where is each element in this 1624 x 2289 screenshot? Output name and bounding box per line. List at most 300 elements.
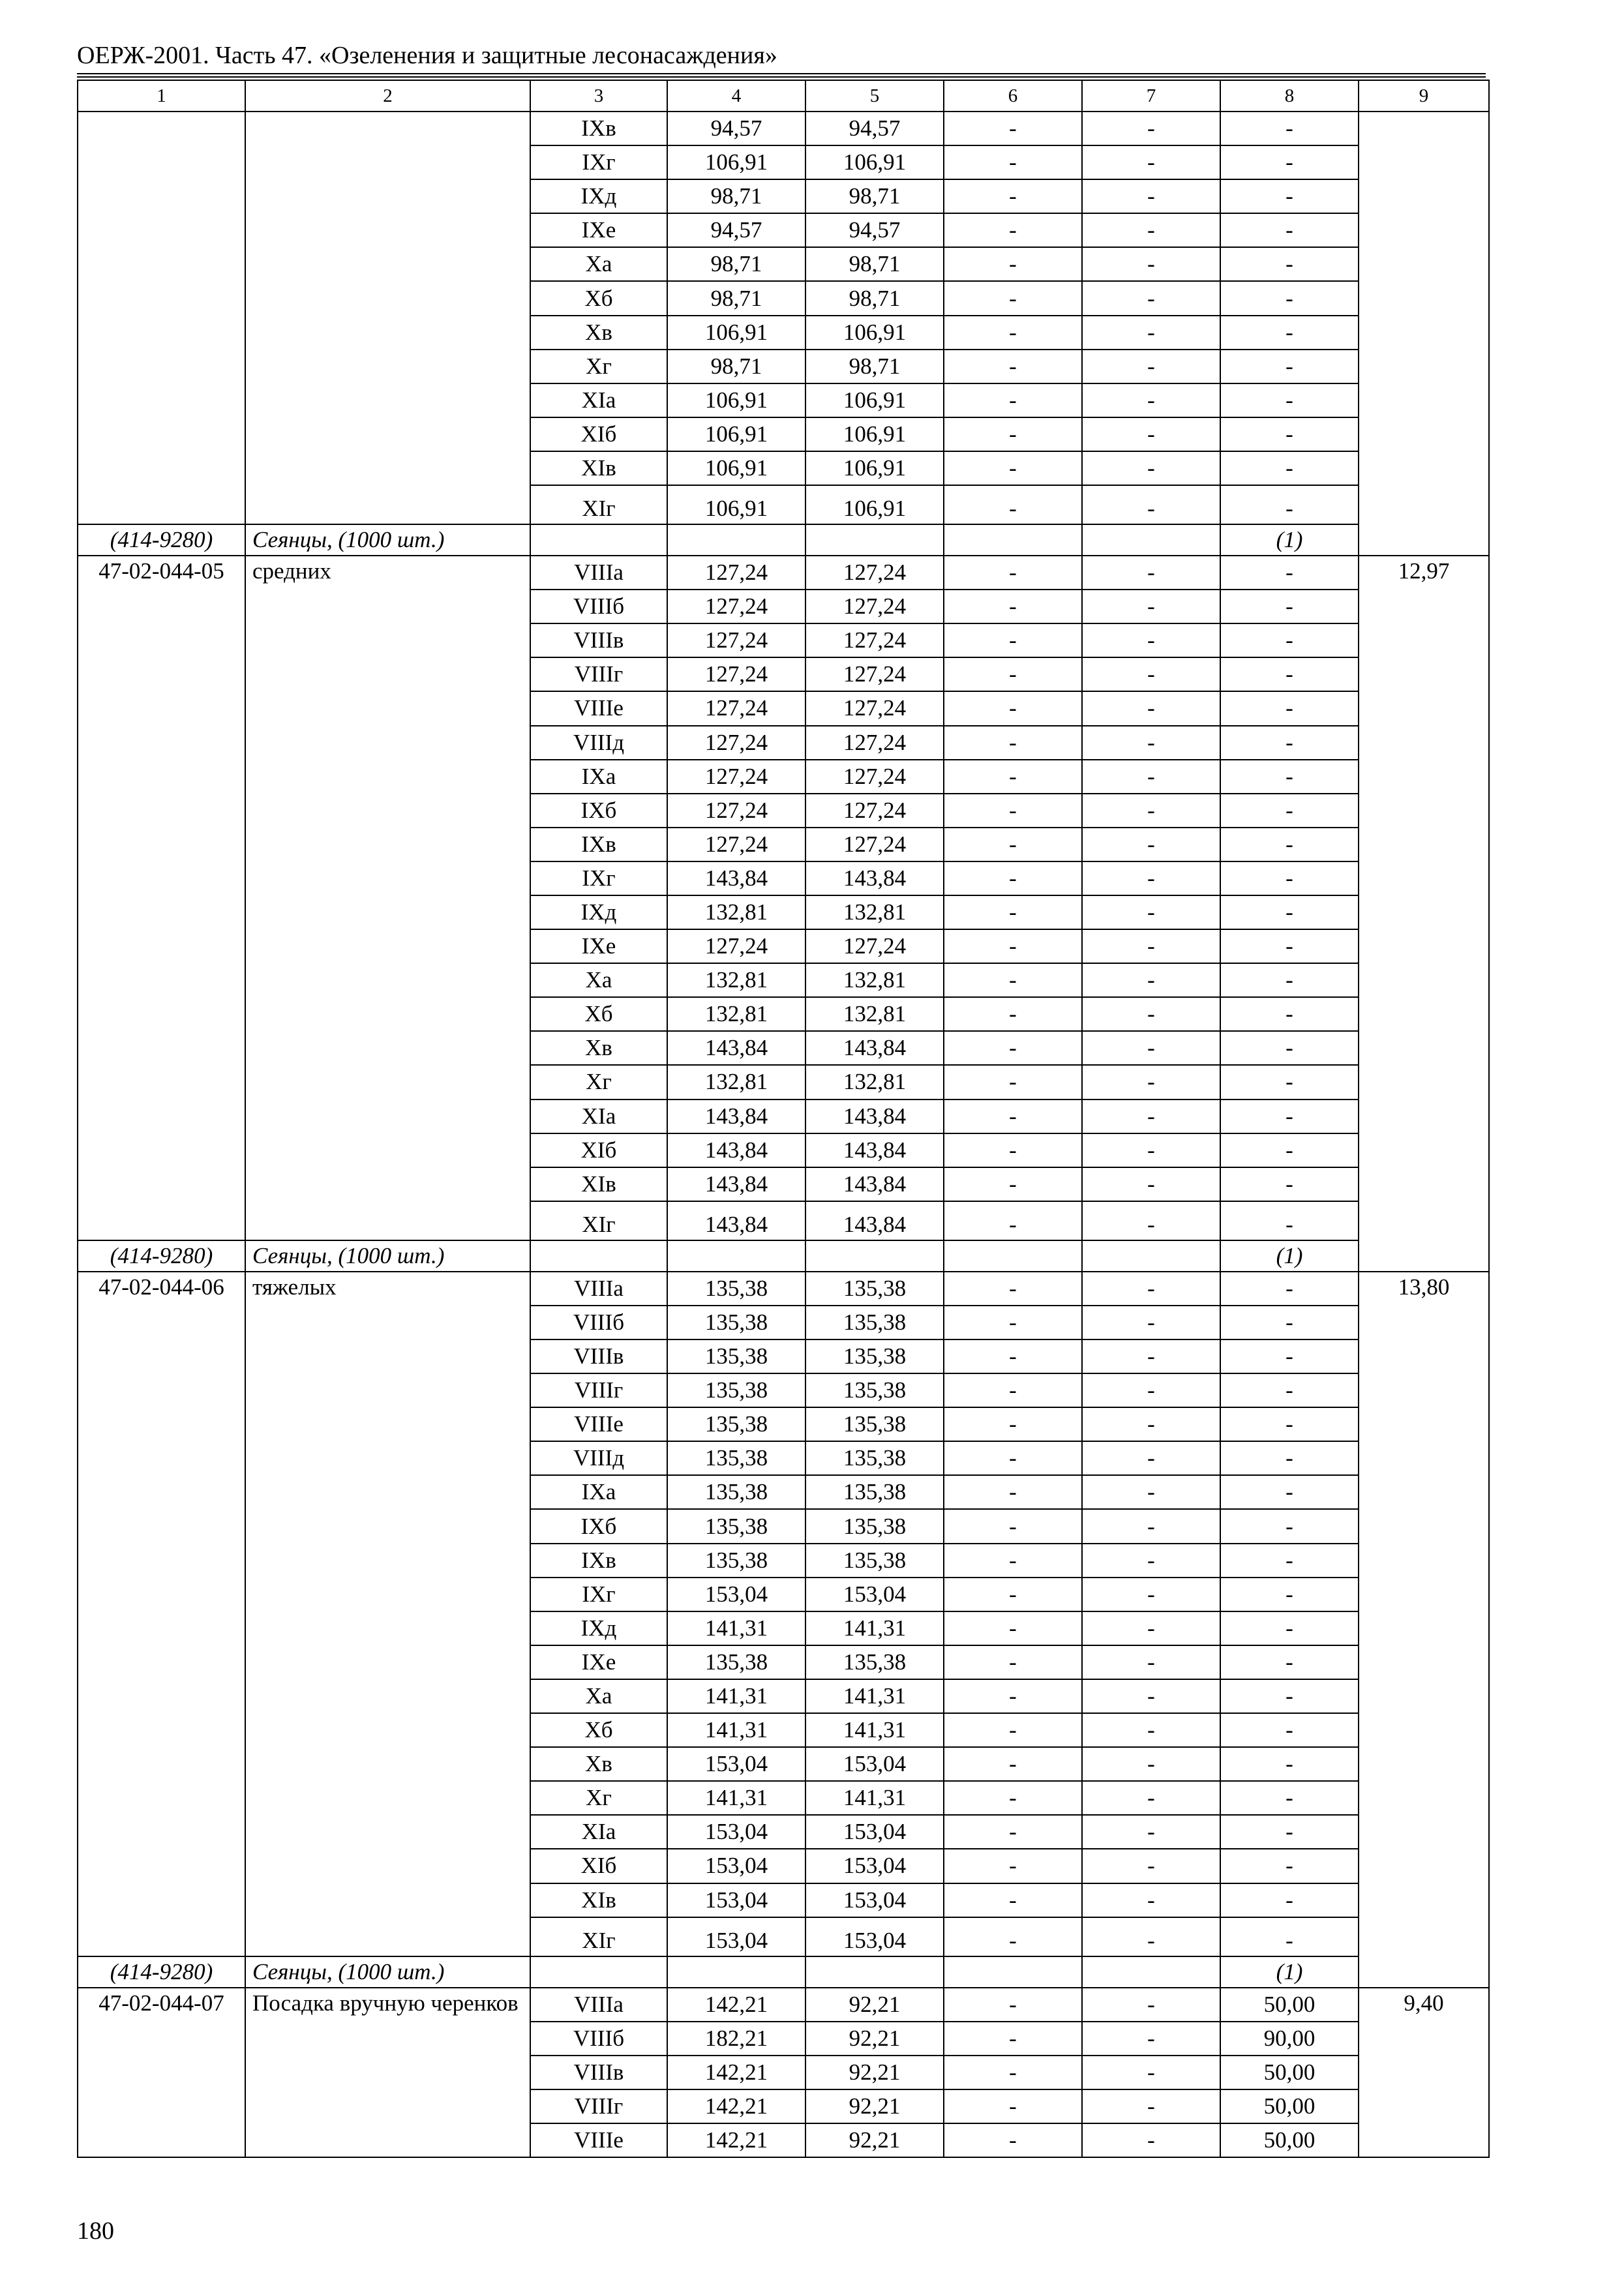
value-cell: - <box>1220 1713 1359 1747</box>
value-cell: - <box>1082 895 1220 929</box>
value-cell: 127,24 <box>667 623 805 657</box>
value-cell: - <box>944 383 1082 417</box>
value-cell: 141,31 <box>805 1781 944 1815</box>
value-cell: 143,84 <box>805 1031 944 1065</box>
soil-group-cell: XIг <box>530 1917 667 1956</box>
value-cell: - <box>1082 1988 1220 2022</box>
col9-value: 13,80 <box>1359 1272 1489 1988</box>
value-cell: 106,91 <box>805 417 944 451</box>
value-cell: - <box>1220 861 1359 895</box>
value-cell: - <box>944 1475 1082 1509</box>
value-cell: - <box>1082 1441 1220 1475</box>
value-cell: - <box>1220 1747 1359 1781</box>
soil-group-cell: IXа <box>530 760 667 794</box>
value-cell: - <box>1082 485 1220 524</box>
value-cell: - <box>944 1407 1082 1441</box>
soil-group-cell: Xг <box>530 350 667 383</box>
value-cell: 135,38 <box>805 1509 944 1543</box>
value-cell: 92,21 <box>805 2123 944 2157</box>
value-cell: 143,84 <box>805 861 944 895</box>
value-cell: - <box>944 1578 1082 1611</box>
soil-group-cell: VIIIб <box>530 590 667 623</box>
value-cell: - <box>944 145 1082 179</box>
value-cell: 106,91 <box>805 383 944 417</box>
value-cell: 153,04 <box>667 1747 805 1781</box>
value-cell: 94,57 <box>667 112 805 145</box>
value-cell: 106,91 <box>805 485 944 524</box>
header-rule <box>77 73 1486 78</box>
value-cell: - <box>1082 2089 1220 2123</box>
value-cell: 98,71 <box>667 350 805 383</box>
soil-group-cell: XIг <box>530 485 667 524</box>
value-cell: - <box>944 861 1082 895</box>
value-cell: - <box>1082 383 1220 417</box>
value-cell: - <box>944 1441 1082 1475</box>
value-cell: - <box>1220 963 1359 997</box>
value-cell: - <box>1220 179 1359 213</box>
value-cell: 135,38 <box>805 1373 944 1407</box>
value-cell: 142,21 <box>667 1988 805 2022</box>
value-cell: - <box>944 1201 1082 1240</box>
value-cell: 132,81 <box>667 895 805 929</box>
value-cell: - <box>1220 1815 1359 1849</box>
soil-group-cell: VIIIб <box>530 2022 667 2056</box>
value-cell: 127,24 <box>805 828 944 861</box>
value-cell: - <box>944 179 1082 213</box>
soil-group-cell: Xв <box>530 316 667 350</box>
value-cell: - <box>1220 1100 1359 1133</box>
value-cell: - <box>944 281 1082 315</box>
value-cell: - <box>944 1306 1082 1339</box>
value-cell: 92,21 <box>805 2022 944 2056</box>
value-cell: - <box>1082 1373 1220 1407</box>
value-cell: - <box>944 794 1082 828</box>
value-cell: - <box>1082 1475 1220 1509</box>
column-number-row <box>78 80 1489 112</box>
resource-unit: (1) <box>1220 524 1359 556</box>
value-cell: - <box>1082 1272 1220 1306</box>
value-cell: - <box>1220 1167 1359 1201</box>
soil-group-cell: Xв <box>530 1031 667 1065</box>
value-cell: 127,24 <box>667 556 805 590</box>
empty-cell <box>530 1240 667 1272</box>
soil-group-cell: XIа <box>530 383 667 417</box>
value-cell: - <box>1082 2056 1220 2089</box>
value-cell: - <box>1220 1544 1359 1578</box>
value-cell: - <box>1082 726 1220 760</box>
resource-name: Сеянцы, (1000 шт.) <box>245 524 530 556</box>
value-cell: - <box>1220 316 1359 350</box>
value-cell: 106,91 <box>805 451 944 485</box>
value-cell: 135,38 <box>805 1306 944 1339</box>
value-cell: 141,31 <box>805 1679 944 1713</box>
page-number: 180 <box>77 2217 114 2245</box>
value-cell: - <box>1220 1031 1359 1065</box>
value-cell: 141,31 <box>667 1713 805 1747</box>
value-cell: - <box>1220 1883 1359 1917</box>
soil-group-cell: IXд <box>530 1611 667 1645</box>
value-cell: 143,84 <box>805 1167 944 1201</box>
soil-group-cell: Xа <box>530 1679 667 1713</box>
value-cell: 143,84 <box>667 1201 805 1240</box>
soil-group-cell: XIа <box>530 1100 667 1133</box>
value-cell: - <box>1082 1031 1220 1065</box>
value-cell: 142,21 <box>667 2123 805 2157</box>
value-cell: - <box>944 1100 1082 1133</box>
value-cell: - <box>1220 590 1359 623</box>
value-cell: 127,24 <box>667 828 805 861</box>
value-cell: 143,84 <box>805 1100 944 1133</box>
value-cell: - <box>1220 657 1359 691</box>
value-cell: 135,38 <box>805 1475 944 1509</box>
value-cell: 98,71 <box>667 179 805 213</box>
value-cell: 127,24 <box>805 794 944 828</box>
soil-group-cell: XIа <box>530 1815 667 1849</box>
value-cell: - <box>944 691 1082 725</box>
value-cell: 106,91 <box>805 145 944 179</box>
value-cell: - <box>944 1339 1082 1373</box>
column-number: 1 <box>78 80 245 112</box>
soil-group-cell: VIIIе <box>530 1407 667 1441</box>
resource-name: Сеянцы, (1000 шт.) <box>245 1956 530 1988</box>
value-cell: 127,24 <box>805 590 944 623</box>
value-cell: - <box>1082 1747 1220 1781</box>
soil-group-cell: VIIIв <box>530 2056 667 2089</box>
soil-group-cell: XIб <box>530 1133 667 1167</box>
value-cell: - <box>1220 1272 1359 1306</box>
value-cell: - <box>944 2123 1082 2157</box>
value-cell: 94,57 <box>805 213 944 247</box>
value-cell: 92,21 <box>805 2056 944 2089</box>
value-cell: 143,84 <box>667 1133 805 1167</box>
value-cell: 135,38 <box>667 1339 805 1373</box>
value-cell: - <box>1082 1578 1220 1611</box>
value-cell: - <box>1082 1065 1220 1099</box>
value-cell: - <box>1082 316 1220 350</box>
value-cell: - <box>1220 1679 1359 1713</box>
value-cell: - <box>1082 1645 1220 1679</box>
value-cell: - <box>1082 1133 1220 1167</box>
soil-group-cell: VIIIе <box>530 691 667 725</box>
resource-row <box>78 524 1489 556</box>
soil-group-cell: IXд <box>530 179 667 213</box>
value-cell: - <box>1082 590 1220 623</box>
value-cell: 153,04 <box>667 1917 805 1956</box>
column-number: 8 <box>1220 80 1359 112</box>
value-cell: - <box>1220 691 1359 725</box>
value-cell: - <box>944 1713 1082 1747</box>
value-cell: - <box>944 1509 1082 1543</box>
column-number: 5 <box>805 80 944 112</box>
value-cell: 135,38 <box>667 1306 805 1339</box>
soil-group-cell: IXв <box>530 1544 667 1578</box>
value-cell: 132,81 <box>805 1065 944 1099</box>
value-cell: - <box>944 623 1082 657</box>
value-cell: 127,24 <box>805 726 944 760</box>
rates-table <box>77 80 1490 2158</box>
value-cell: 135,38 <box>667 1407 805 1441</box>
empty-cell <box>1082 524 1220 556</box>
empty-cell <box>667 524 805 556</box>
value-cell: - <box>1082 1781 1220 1815</box>
table-row <box>78 1988 1489 2022</box>
value-cell: 153,04 <box>667 1849 805 1883</box>
value-cell: 141,31 <box>667 1781 805 1815</box>
soil-group-cell: XIб <box>530 417 667 451</box>
value-cell: - <box>1082 2022 1220 2056</box>
rate-name: тяжелых <box>245 1272 530 1956</box>
value-cell: - <box>1220 1373 1359 1407</box>
value-cell: - <box>1220 1611 1359 1645</box>
value-cell: - <box>944 1167 1082 1201</box>
value-cell: - <box>944 1988 1082 2022</box>
value-cell: - <box>944 1065 1082 1099</box>
value-cell: - <box>944 485 1082 524</box>
value-cell: 50,00 <box>1220 2123 1359 2157</box>
empty-cell <box>805 1956 944 1988</box>
value-cell: 106,91 <box>667 485 805 524</box>
table-row <box>78 556 1489 590</box>
value-cell: - <box>1082 1201 1220 1240</box>
empty-cell <box>1082 1956 1220 1988</box>
value-cell: 143,84 <box>805 1133 944 1167</box>
value-cell: - <box>944 1133 1082 1167</box>
value-cell: - <box>1220 1578 1359 1611</box>
empty-cell <box>667 1956 805 1988</box>
value-cell: - <box>1082 1917 1220 1956</box>
value-cell: 135,38 <box>667 1272 805 1306</box>
soil-group-cell: VIIIа <box>530 556 667 590</box>
column-number: 7 <box>1082 80 1220 112</box>
table-row <box>78 112 1489 145</box>
value-cell: 92,21 <box>805 1988 944 2022</box>
value-cell: - <box>1220 1849 1359 1883</box>
value-cell: - <box>944 1883 1082 1917</box>
value-cell: 135,38 <box>805 1441 944 1475</box>
code-cell <box>78 112 245 524</box>
value-cell: - <box>1220 112 1359 145</box>
value-cell: - <box>1082 1167 1220 1201</box>
value-cell: 135,38 <box>805 1407 944 1441</box>
value-cell: 153,04 <box>805 1747 944 1781</box>
value-cell: - <box>1082 1544 1220 1578</box>
value-cell: - <box>1220 623 1359 657</box>
value-cell: - <box>1220 556 1359 590</box>
soil-group-cell: XIв <box>530 451 667 485</box>
document-header: ОЕРЖ-2001. Часть 47. «Озеленения и защитные лесонасаждения» <box>77 42 777 69</box>
soil-group-cell: IXг <box>530 1578 667 1611</box>
value-cell: - <box>1220 350 1359 383</box>
value-cell: - <box>1220 794 1359 828</box>
value-cell: 106,91 <box>667 145 805 179</box>
value-cell: - <box>944 1544 1082 1578</box>
value-cell: - <box>1082 657 1220 691</box>
resource-row <box>78 1956 1489 1988</box>
value-cell: 143,84 <box>667 1100 805 1133</box>
value-cell: - <box>1220 1509 1359 1543</box>
soil-group-cell: XIв <box>530 1883 667 1917</box>
value-cell: 141,31 <box>667 1611 805 1645</box>
column-number: 9 <box>1359 80 1489 112</box>
value-cell: 143,84 <box>667 861 805 895</box>
value-cell: - <box>1220 485 1359 524</box>
soil-group-cell: VIIIг <box>530 1373 667 1407</box>
value-cell: - <box>1082 1100 1220 1133</box>
soil-group-cell: Xг <box>530 1065 667 1099</box>
value-cell: - <box>1082 1815 1220 1849</box>
value-cell: - <box>1082 417 1220 451</box>
value-cell: 127,24 <box>667 929 805 963</box>
soil-group-cell: VIIIд <box>530 1441 667 1475</box>
value-cell: - <box>1082 861 1220 895</box>
value-cell: - <box>1220 1133 1359 1167</box>
value-cell: 153,04 <box>805 1917 944 1956</box>
value-cell: - <box>1220 213 1359 247</box>
value-cell: - <box>1082 623 1220 657</box>
value-cell: - <box>1220 929 1359 963</box>
value-cell: - <box>944 895 1082 929</box>
value-cell: - <box>1082 1713 1220 1747</box>
value-cell: - <box>1220 1339 1359 1373</box>
value-cell: - <box>944 828 1082 861</box>
value-cell: 50,00 <box>1220 2056 1359 2089</box>
value-cell: 143,84 <box>667 1031 805 1065</box>
name-cell <box>245 112 530 524</box>
value-cell: 94,57 <box>805 112 944 145</box>
value-cell: 132,81 <box>805 963 944 997</box>
empty-cell <box>1082 1240 1220 1272</box>
value-cell: 132,81 <box>667 963 805 997</box>
value-cell: - <box>944 350 1082 383</box>
value-cell: 135,38 <box>805 1645 944 1679</box>
value-cell: - <box>1082 1611 1220 1645</box>
value-cell: - <box>944 1917 1082 1956</box>
value-cell: 142,21 <box>667 2089 805 2123</box>
column-number: 3 <box>530 80 667 112</box>
value-cell: 135,38 <box>667 1544 805 1578</box>
col9-value: 12,97 <box>1359 556 1489 1272</box>
value-cell: - <box>1082 760 1220 794</box>
column-number: 6 <box>944 80 1082 112</box>
value-cell: - <box>1082 794 1220 828</box>
soil-group-cell: IXв <box>530 828 667 861</box>
value-cell: - <box>1220 760 1359 794</box>
value-cell: - <box>944 1849 1082 1883</box>
soil-group-cell: IXг <box>530 861 667 895</box>
value-cell: - <box>1082 997 1220 1031</box>
value-cell: - <box>1082 691 1220 725</box>
soil-group-cell: IXа <box>530 1475 667 1509</box>
value-cell: 127,24 <box>667 726 805 760</box>
value-cell: 106,91 <box>667 316 805 350</box>
value-cell: 127,24 <box>667 691 805 725</box>
empty-cell <box>530 524 667 556</box>
value-cell: - <box>1082 145 1220 179</box>
value-cell: - <box>1220 1065 1359 1099</box>
value-cell: 127,24 <box>805 657 944 691</box>
value-cell: 98,71 <box>805 179 944 213</box>
value-cell: - <box>1220 145 1359 179</box>
soil-group-cell: VIIIб <box>530 1306 667 1339</box>
value-cell: 153,04 <box>667 1883 805 1917</box>
soil-group-cell: VIIIв <box>530 1339 667 1373</box>
value-cell: - <box>944 1781 1082 1815</box>
value-cell: - <box>944 556 1082 590</box>
value-cell: - <box>944 316 1082 350</box>
empty-cell <box>944 1956 1082 1988</box>
table-row <box>78 1272 1489 1306</box>
value-cell: - <box>944 1679 1082 1713</box>
empty-cell <box>667 1240 805 1272</box>
value-cell: 98,71 <box>805 247 944 281</box>
resource-row <box>78 1240 1489 1272</box>
value-cell: 94,57 <box>667 213 805 247</box>
value-cell: - <box>1082 828 1220 861</box>
rate-code: 47-02-044-05 <box>78 556 245 1240</box>
value-cell: 141,31 <box>667 1679 805 1713</box>
value-cell: 143,84 <box>667 1167 805 1201</box>
value-cell: - <box>1220 828 1359 861</box>
rate-code: 47-02-044-06 <box>78 1272 245 1956</box>
value-cell: 135,38 <box>805 1272 944 1306</box>
value-cell: - <box>944 590 1082 623</box>
value-cell: - <box>1220 1475 1359 1509</box>
value-cell: - <box>1082 929 1220 963</box>
value-cell: - <box>944 2089 1082 2123</box>
value-cell: 127,24 <box>805 691 944 725</box>
soil-group-cell: IXб <box>530 1509 667 1543</box>
value-cell: - <box>1082 247 1220 281</box>
rate-name: средних <box>245 556 530 1240</box>
value-cell: - <box>1082 350 1220 383</box>
value-cell: - <box>1220 726 1359 760</box>
soil-group-cell: VIIIа <box>530 1988 667 2022</box>
value-cell: 127,24 <box>805 623 944 657</box>
soil-group-cell: Xб <box>530 1713 667 1747</box>
value-cell: 127,24 <box>667 657 805 691</box>
value-cell: - <box>1220 1306 1359 1339</box>
empty-cell <box>530 1956 667 1988</box>
value-cell: - <box>944 726 1082 760</box>
empty-cell <box>944 524 1082 556</box>
soil-group-cell: Xа <box>530 963 667 997</box>
table-body <box>78 112 1489 2157</box>
soil-group-cell: IXе <box>530 1645 667 1679</box>
value-cell: - <box>944 1645 1082 1679</box>
value-cell: - <box>1082 963 1220 997</box>
value-cell: - <box>944 112 1082 145</box>
resource-code: (414-9280) <box>78 524 245 556</box>
value-cell: 90,00 <box>1220 2022 1359 2056</box>
value-cell: - <box>1220 1781 1359 1815</box>
value-cell: - <box>944 997 1082 1031</box>
value-cell: 141,31 <box>805 1713 944 1747</box>
value-cell: - <box>944 1373 1082 1407</box>
value-cell: - <box>1220 997 1359 1031</box>
empty-cell <box>805 1240 944 1272</box>
col9-value: 9,40 <box>1359 1988 1489 2157</box>
value-cell: 132,81 <box>667 997 805 1031</box>
value-cell: 135,38 <box>805 1339 944 1373</box>
value-cell: - <box>944 247 1082 281</box>
value-cell: - <box>1082 2123 1220 2157</box>
value-cell: - <box>944 657 1082 691</box>
value-cell: 142,21 <box>667 2056 805 2089</box>
value-cell: 153,04 <box>805 1578 944 1611</box>
value-cell: - <box>944 1747 1082 1781</box>
resource-code: (414-9280) <box>78 1240 245 1272</box>
value-cell: - <box>944 1611 1082 1645</box>
